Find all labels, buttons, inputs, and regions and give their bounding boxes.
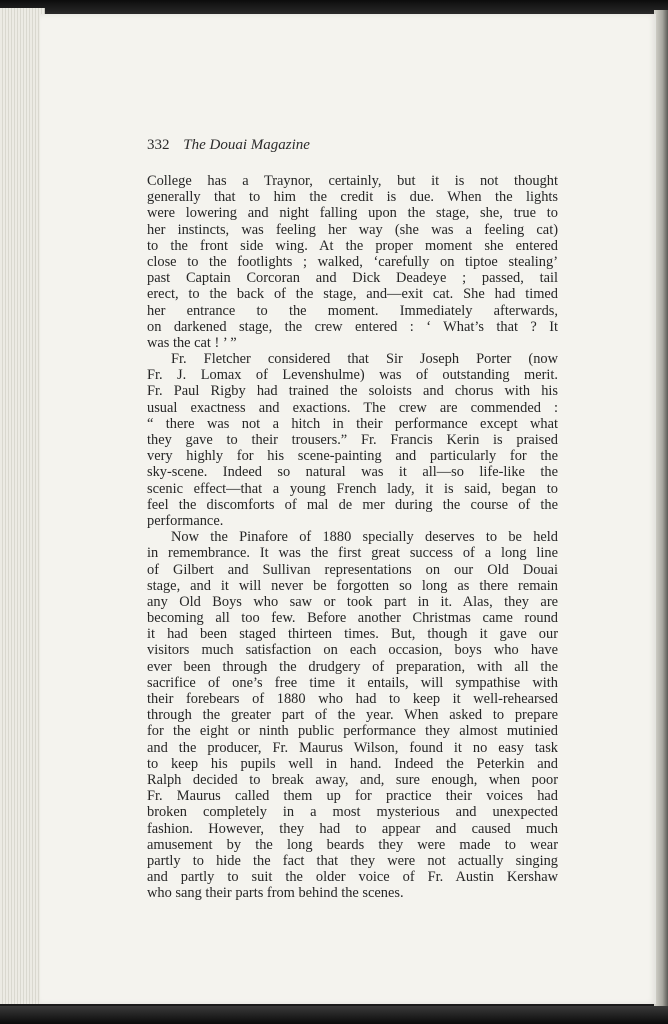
text-line: College has a Traynor, certainly, but it is not thought (147, 173, 558, 189)
text-line: amusement by the long beards they were made to wear (147, 836, 558, 853)
text-line: partly to hide the fact that they were not actually singing (147, 852, 558, 869)
text-line: for the eight or ninth public performance they almost mutinied (147, 723, 558, 740)
text-line: erect, to the back of the stage, and—exit cat. She had timed (147, 286, 558, 303)
text-line: to the front side wing. At the proper moment she entered (147, 237, 558, 254)
text-line: Fr. Paul Rigby had trained the soloists and chorus with his (147, 383, 558, 400)
text-line: scenic effect—that a young French lady, it is said, began to (147, 480, 558, 497)
text-line: stage, and it will never be forgotten so long as there remain (147, 577, 558, 594)
text-line: generally that to him the credit is due. When the lights (147, 189, 558, 206)
text-line: of Gilbert and Sullivan representations on our Old Douai (147, 561, 558, 578)
text-line: broken completely in a most mysterious and unexpected (147, 804, 558, 821)
text-line: to keep his pupils well in hand. Indeed the Peterkin and (147, 755, 558, 772)
paragraph-3 (147, 529, 558, 901)
text-line: becoming all too few. Before another Christmas came round (147, 610, 558, 627)
text-line: through the greater part of the year. When asked to prepare (147, 707, 558, 724)
text-line: performance. (147, 512, 224, 529)
text-line: in remembrance. It was the first great success of a long line (147, 545, 558, 562)
text-line: visitors much satisfaction on each occasion, boys who have (147, 642, 558, 659)
text-line: “ there was not a hitch in their performance except what (147, 415, 558, 432)
text-line: close to the footlights ; walked, ‘carefully on tiptoe stealing’ (147, 253, 558, 270)
text-line: Fr. J. Lomax of Levenshulme) was of outstanding merit. (147, 367, 558, 384)
text-line: sacrifice of one’s free time it entails, will sympathise with (147, 674, 558, 691)
text-line: her entrance to the moment. Immediately afterwards, (147, 302, 558, 319)
text-line: they gave to their trousers.” Fr. Francis Kerin is praised (147, 432, 558, 448)
text-line: past Captain Corcoran and Dick Deadeye ; passed, tail (147, 270, 558, 287)
text-line: on darkened stage, the crew entered : ‘ What’s that ? It (147, 318, 558, 335)
page-number: 332 (147, 137, 170, 153)
text-line: who sang their parts from behind the scenes. (147, 885, 404, 902)
text-line: her instincts, was feeling her way (she was a feeling cat) (147, 221, 558, 238)
text-line: feel the discomforts of mal de mer during the course of the (147, 496, 558, 513)
text-line: it had been staged thirteen times. But, though it gave our (147, 626, 558, 643)
paragraph-1 (147, 173, 558, 351)
text-line: Now the Pinafore of 1880 specially deserves to be held (171, 529, 558, 546)
page-stack-edge (0, 8, 45, 1004)
running-head (147, 137, 310, 154)
text-line: Ralph decided to break away, and, sure enough, when poor (147, 771, 558, 788)
text-line: their forebears of 1880 who had to keep it well-rehearsed (147, 691, 558, 707)
text-line: and partly to suit the older voice of Fr. Austin Kershaw (147, 869, 558, 886)
scan-top-edge (0, 0, 668, 14)
text-line: very highly for his scene-painting and particularly for the (147, 448, 558, 465)
text-line: Fr. Maurus called them up for practice their voices had (147, 788, 558, 805)
text-line: were lowering and night falling upon the stage, she, true to (147, 205, 558, 222)
article-body (147, 173, 558, 901)
text-line: fashion. However, they had to appear and caused much (147, 820, 558, 837)
text-line: ever been through the drudgery of preparation, with all the (147, 658, 558, 675)
text-line: usual exactness and exactions. The crew are commended : (147, 399, 558, 416)
scan-bottom-edge (0, 1006, 668, 1024)
text-line: Fr. Fletcher considered that Sir Joseph Porter (now (171, 351, 558, 368)
running-title: The Douai Magazine (183, 137, 310, 153)
text-line: any Old Boys who saw or took part in it. Alas, they are (147, 593, 558, 610)
text-line: was the cat ! ’ ” (147, 334, 237, 351)
paragraph-2 (147, 351, 558, 529)
text-line: and the producer, Fr. Maurus Wilson, found it no easy task (147, 739, 558, 756)
text-line: sky-scene. Indeed so natural was it all—so life-like the (147, 464, 558, 481)
book-right-edge (654, 10, 668, 1006)
